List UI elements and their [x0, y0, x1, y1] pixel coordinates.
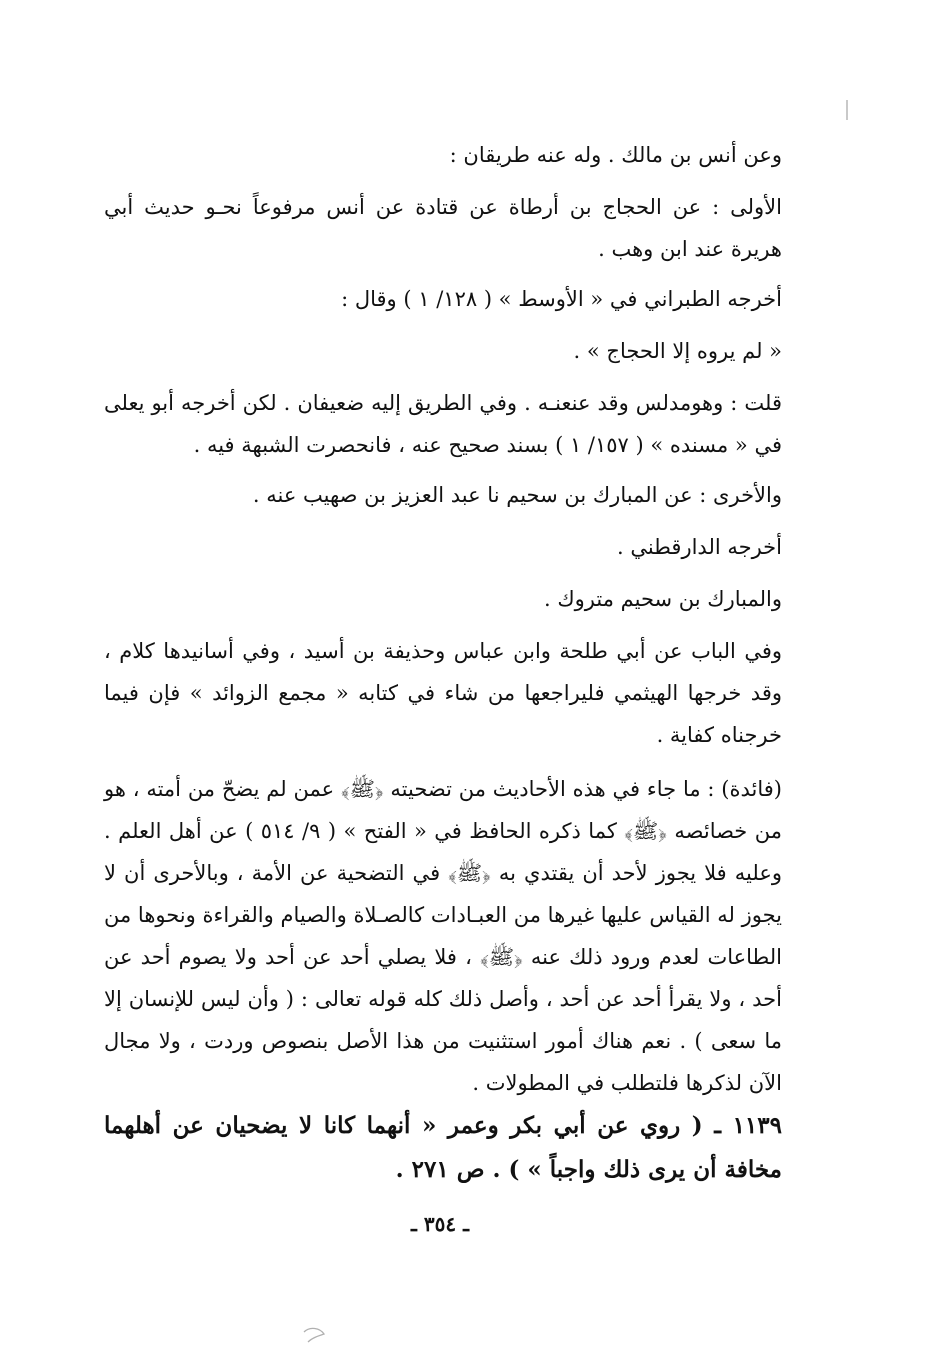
hadith-1139-heading: ١١٣٩ ـ ( روي عن أبي بكر وعمر « أنهما كانا لا يضحيان عن أهلهما مخافة أن يرى ذلك واجباً » ) . ص ٢٧١ .: [104, 1112, 782, 1183]
paragraph-matruk: والمبارك بن سحيم متروك .: [544, 587, 782, 611]
paragraph-daraqutni: أخرجه الدارقطني .: [616, 535, 782, 559]
paragraph-anas-intro: وعن أنس بن مالك . وله عنه طريقان :: [449, 143, 782, 167]
paragraph-tabarani: أخرجه الطبراني في « الأوسط » ( ١٢٨/ ١ ) وقال :: [341, 287, 782, 311]
page-number: ـ ٣٥٤ ـ: [411, 1212, 469, 1236]
scribble-mark: [300, 1326, 330, 1344]
paragraph-second-route: والأخرى : عن المبارك بن سحيم نا عبد العزيز بن صهيب عنه .: [252, 483, 782, 507]
paragraph-first-route: الأولى : عن الحجاج بن أرطاة عن قتادة عن أنس مرفوعاً نحـو حديث أبي هريرة عند ابن وهب .: [104, 195, 782, 261]
paragraph-other-narrations: وفي الباب عن أبي طلحة وابن عباس وحذيفة بن أسيد ، وفي أسانيدها كلام ، وقد خرجها الهيثمي فليراجعها من شاء في كتابه « مجمع الزوائد » فإن فيما خرجناه كفاية .: [104, 639, 782, 747]
paragraph-benefit-note: (فائدة) : ما جاء في هذه الأحاديث من تضحيته ﴿ﷺ﴾ عمن لم يضحّ من أمته ، هو من خصائصه ﴿ﷺ﴾ كما ذكره الحافظ في « الفتح » ( ٩/ ٥١٤ ) عن أهل العلم . وعليه فلا يجوز لأحد أن يقتدي به ﴿ﷺ﴾ في التضحية عن الأمة ، وبالأحرى أن لا يجوز له القياس عليها غيرها من العبـادات كالصـلاة والصيام والقراءة ونحوها من الطاعات لعدم ورود ذلك عنه ﴿ﷺ﴾ ، فلا يصلي أحد عن أحد ولا يصوم أحد عن أحد ، ولا يقرأ أحد عن أحد ، وأصل ذلك كله قوله تعالى : ( وأن ليس للإنسان إلا ما سعى ) . نعم هناك أمور استثنيت من هذا الأصل بنصوص وردت ، ولا مجال الآن لذكرها فلتطلب في المطولات .: [104, 777, 783, 1095]
paragraph-tabarani-quote: « لم يروه إلا الحجاج » .: [573, 339, 782, 363]
paragraph-comment-mudallis: قلت : وهومدلس وقد عنعنـه . وفي الطريق إليه ضعيفان . لكن أخرجه أبو يعلى في « مسنده » ( ١٥٧/ ١ ) بسند صحيح عنه ، فانحصرت الشبهة فيه .: [104, 391, 782, 457]
margin-mark: [846, 100, 848, 120]
